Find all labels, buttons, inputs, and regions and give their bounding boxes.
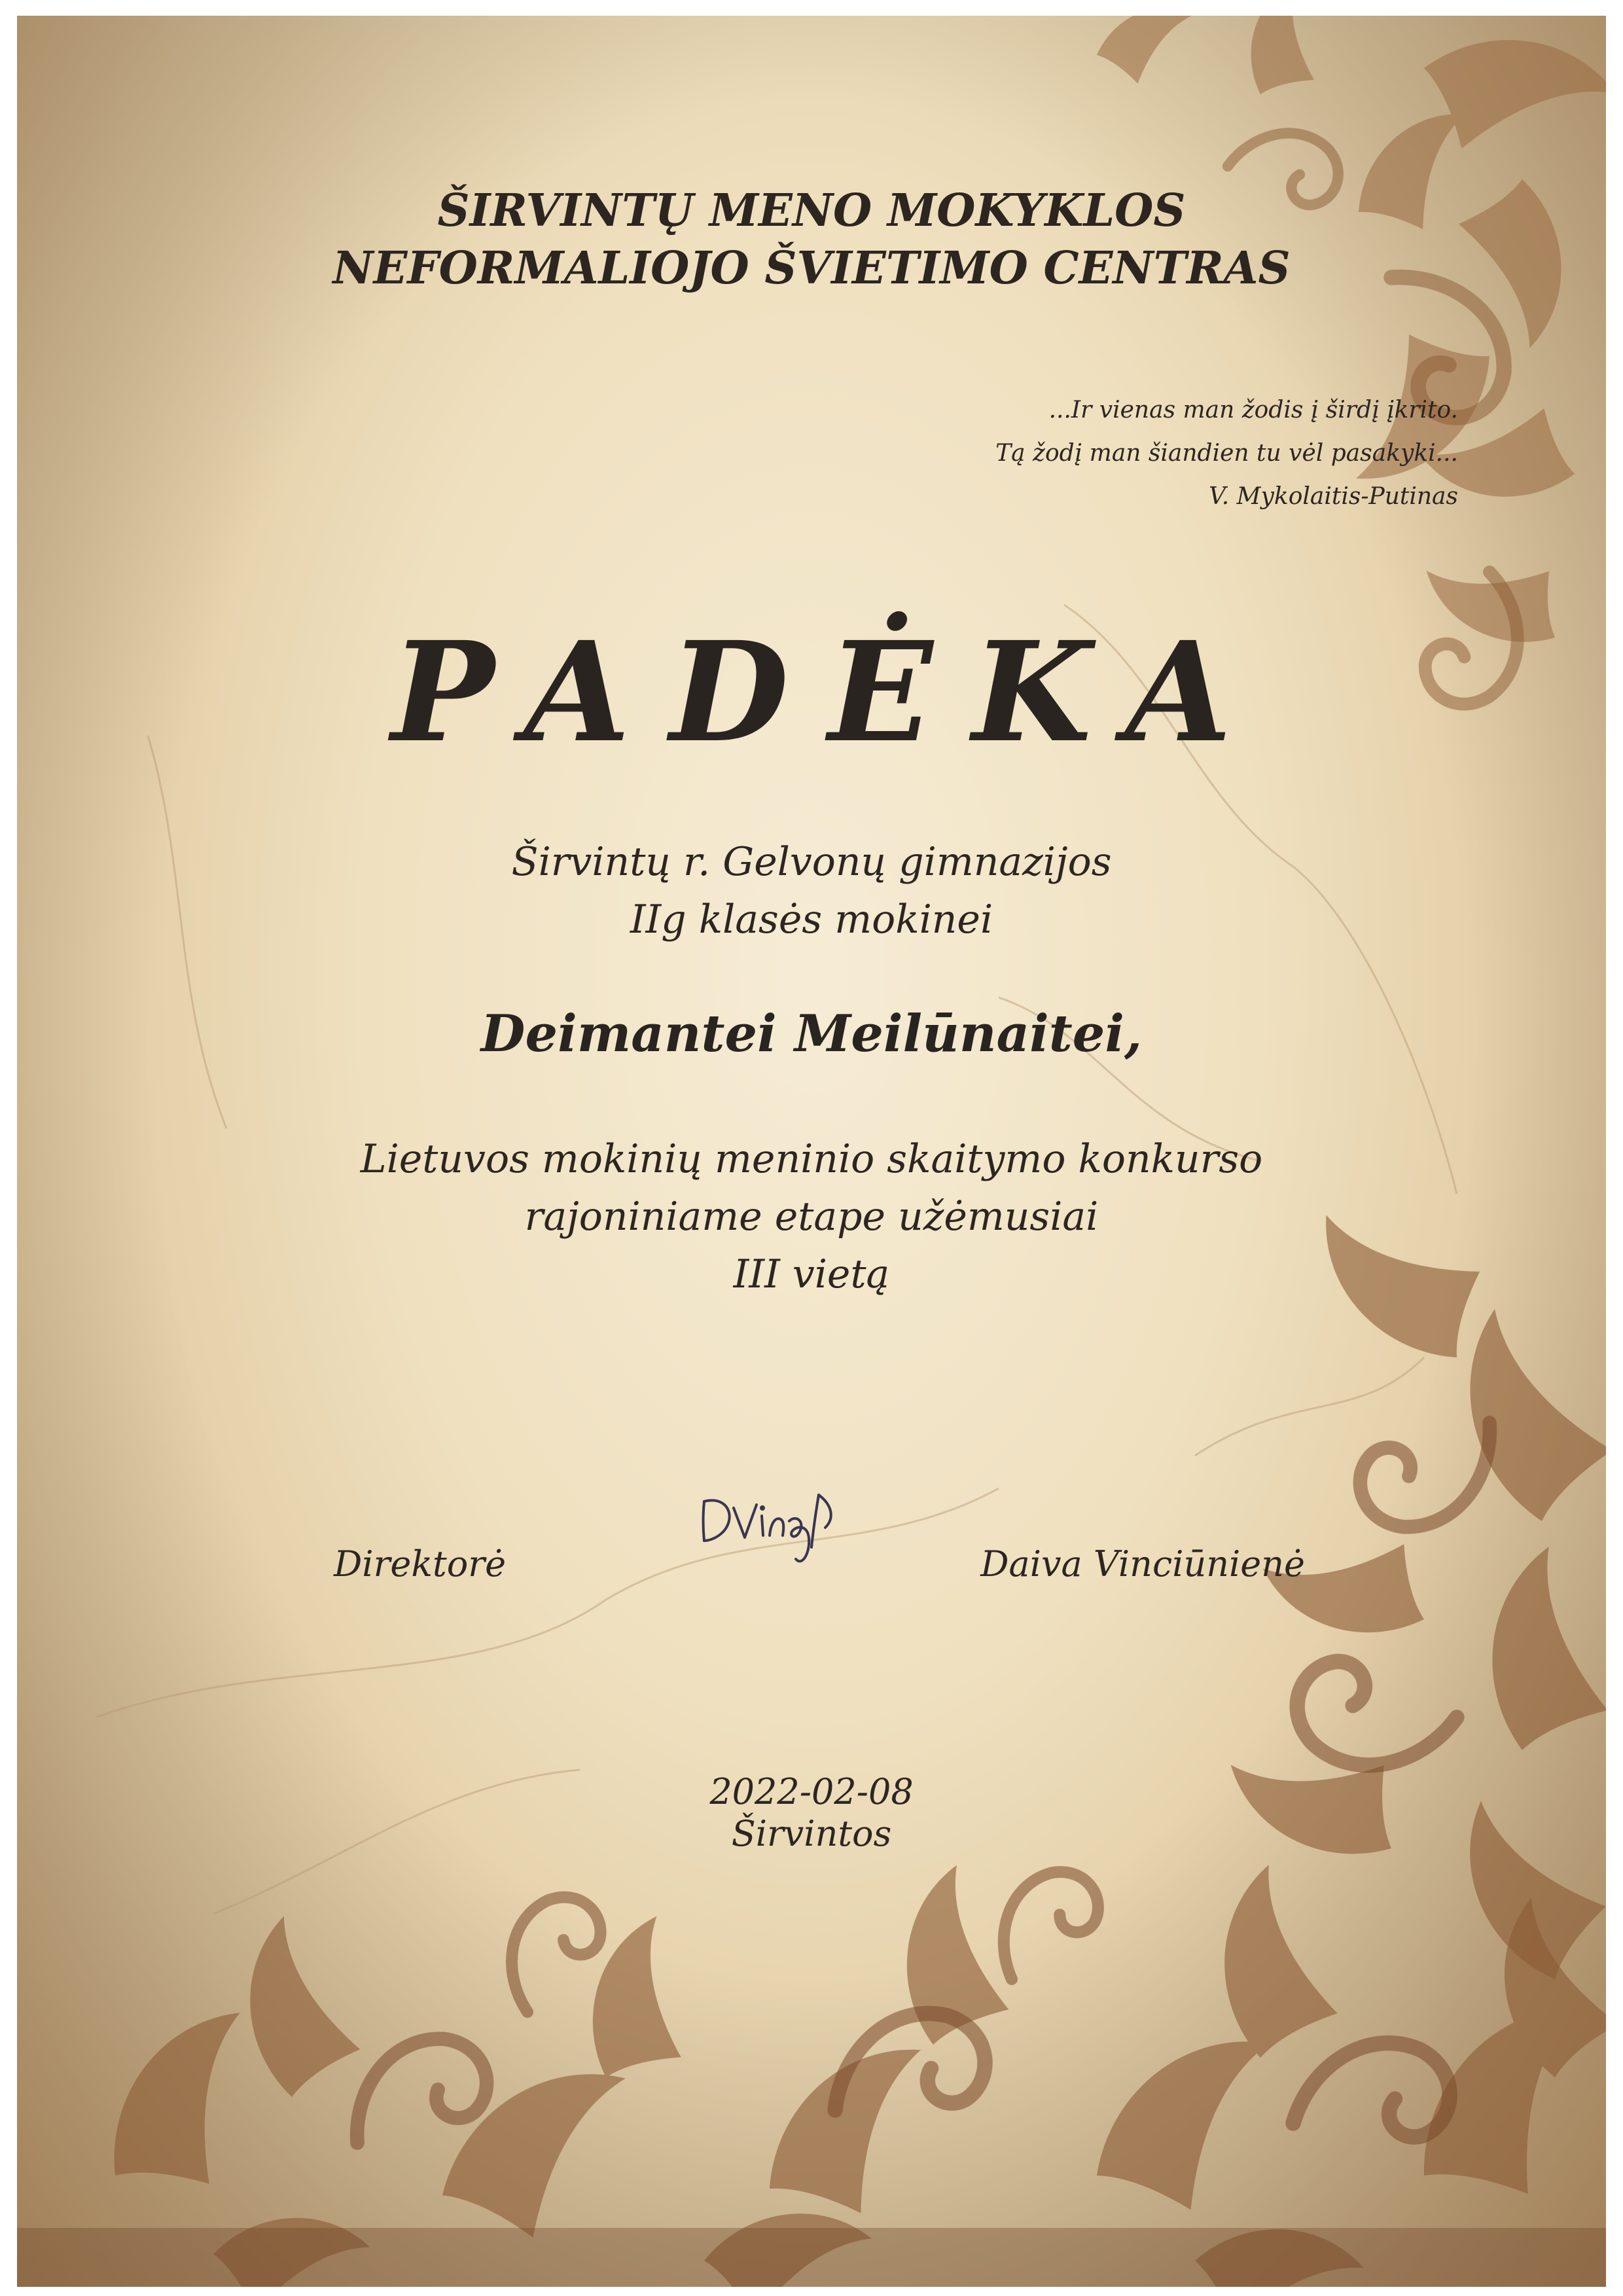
institution-name-line1: ŠIRVINTŲ MENO MOKYKLOS (437, 185, 1186, 237)
institution-name-line2: NEFORMALIOJO ŠVIETIMO CENTRAS (332, 242, 1291, 295)
issue-date: 2022-02-08 (709, 1771, 914, 1812)
epigraph-line1: ...Ir vienas man žodis į širdį įkrito. (1048, 397, 1458, 423)
recipient-class: IIg klasės mokinei (630, 897, 993, 942)
achievement-line3: III vietą (733, 1251, 890, 1297)
certificate-sheet (17, 16, 1606, 2287)
recipient-name: Deimantei Meilūnaitei, (480, 1004, 1143, 1064)
epigraph-line2: Tą žodį man šiandien tu vėl pasakyki... (995, 440, 1458, 467)
epigraph-author: V. Mykolaitis-Putinas (1209, 483, 1458, 510)
signatory-name: Daiva Vinciūnienė (980, 1543, 1305, 1585)
certificate-title: PADĖKA (391, 611, 1272, 773)
achievement-line1: Lietuvos mokinių meninio skaitymo konkurso (360, 1136, 1263, 1182)
recipient-school: Širvintų r. Gelvonų gimnazijos (511, 839, 1112, 885)
achievement-line2: rajoniniame etape užėmusiai (524, 1194, 1099, 1240)
handwritten-signature-icon (685, 1475, 861, 1573)
certificate-text (17, 16, 1606, 2287)
issue-place: Širvintos (731, 1813, 892, 1854)
signatory-position: Direktorė (334, 1543, 507, 1585)
